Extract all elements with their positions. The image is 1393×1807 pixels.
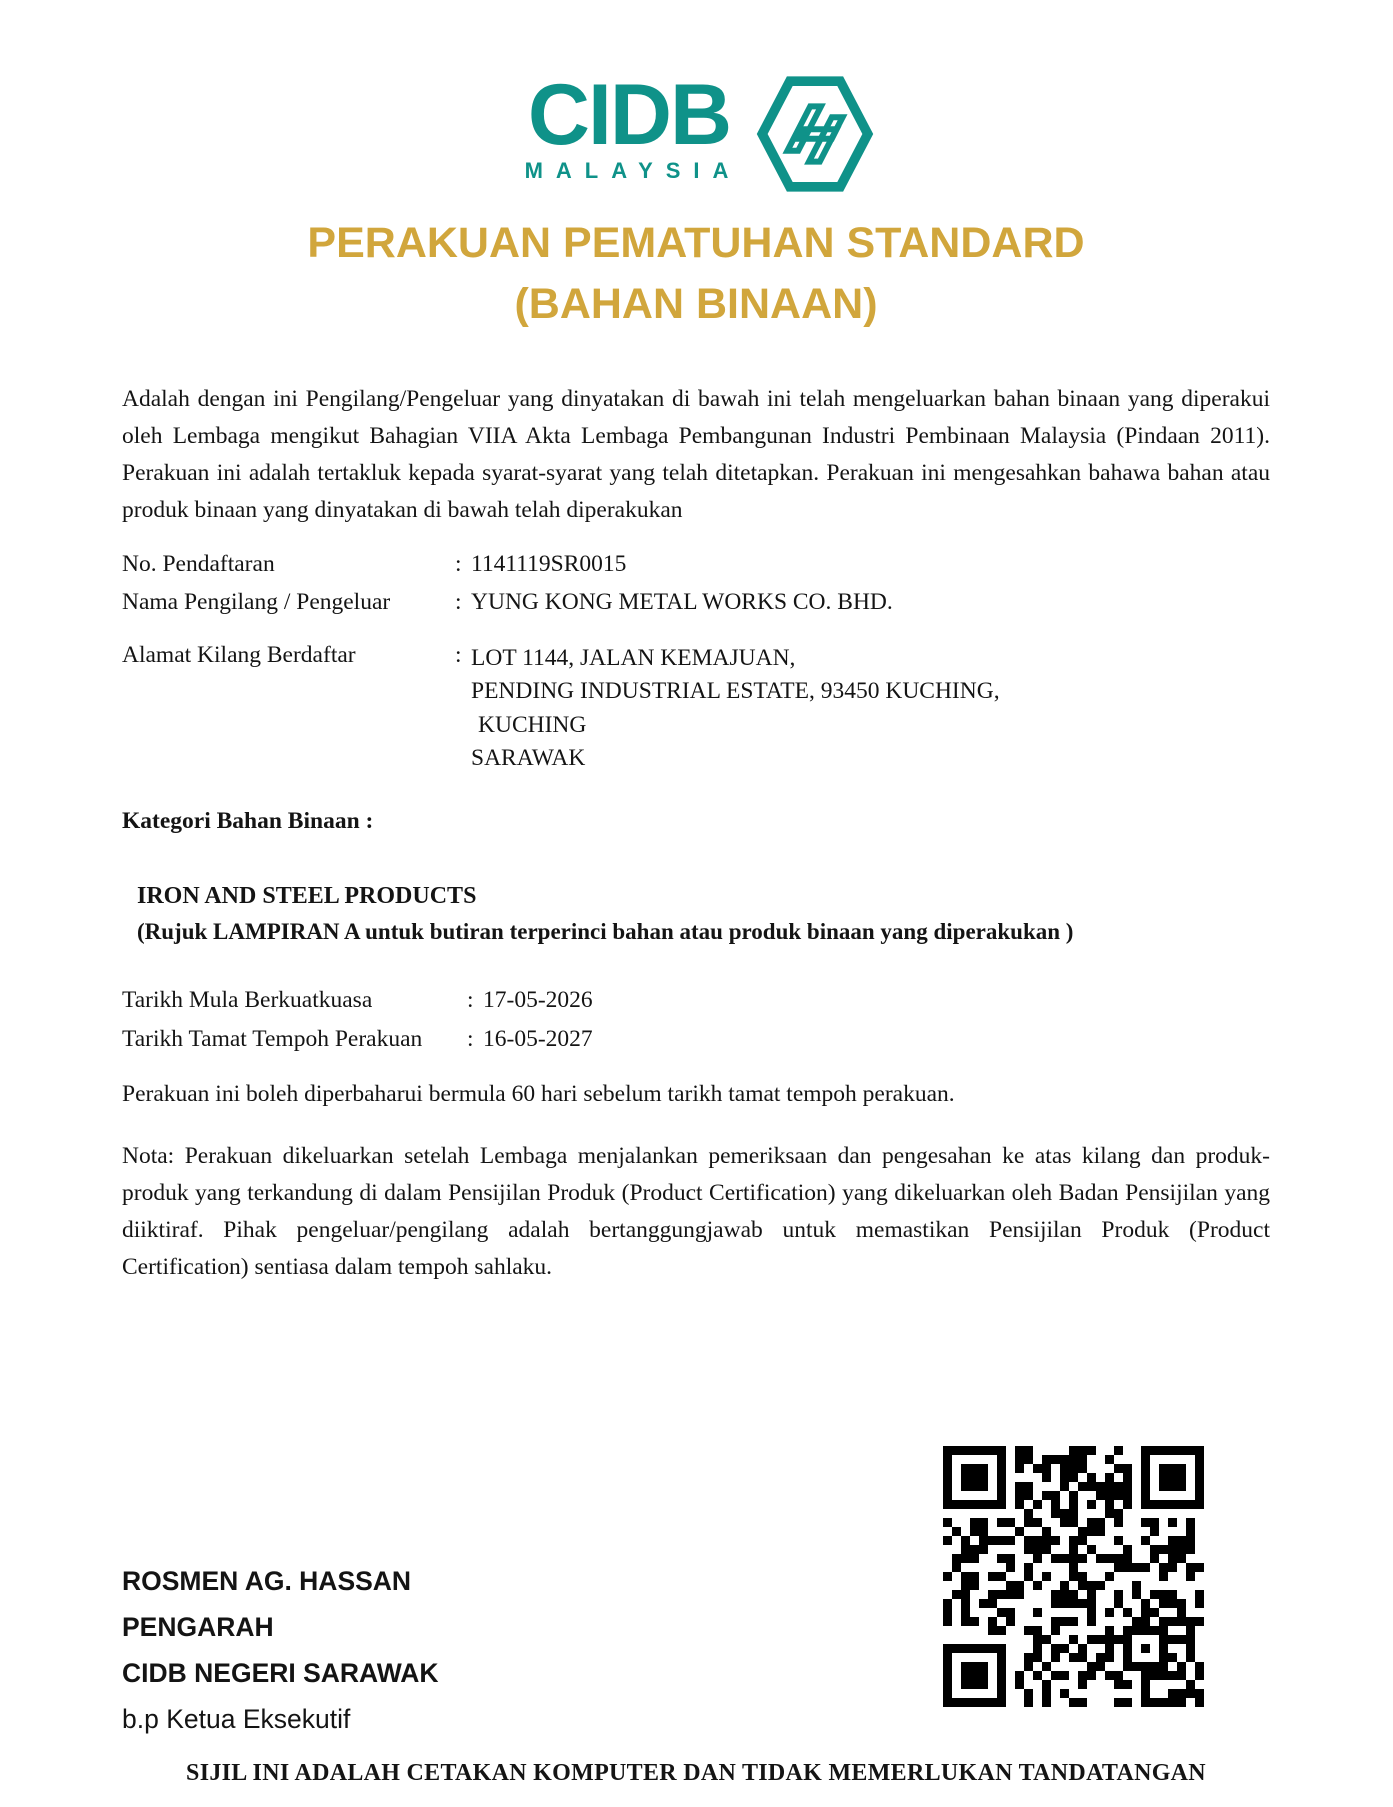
product-category-name: IRON AND STEEL PRODUCTS bbox=[137, 883, 477, 910]
cidb-logo bbox=[122, 0, 1270, 199]
document-title bbox=[122, 213, 1270, 335]
signatory-block bbox=[122, 1558, 439, 1742]
signatory-name: ROSMEN AG. HASSAN bbox=[122, 1565, 412, 1596]
renewal-statement: Perakuan ini boleh diperbaharui bermula 60 hari sebelum tarikh tamat tempoh perakuan. bbox=[122, 1081, 955, 1108]
factory-address-line4: SARAWAK bbox=[471, 745, 586, 772]
intro-paragraph: Adalah dengan ini Pengilang/Pengeluar yang dinyatakan di bawah ini telah mengeluarkan bahan binaan yang diperakui oleh Lembaga mengikut Bahagian VIIA Akta Lembaga Pembangunan Industri Pembinaan Malaysia (Pindaan 2011). Perakuan ini adalah tertakluk kepada syarat-syarat yang telah ditetapkan. Perakuan ini mengesahkan bahawa bahan atau produk binaan yang dinyatakan di bawah telah diperakukan bbox=[122, 386, 1270, 523]
manufacturer-name-label: Nama Pengilang / Pengeluar bbox=[122, 588, 391, 615]
nota-paragraph: Nota: Perakuan dikeluarkan setelah Lembaga menjalankan pemeriksaan dan pengesahan ke atas kilang dan produk-produk yang terkandung di dalam Pensijilan Produk (Product Certification) yang dikeluarkan oleh Badan Pensijilan yang diiktiraf. Pihak pengeluar/pengilang adalah bertanggungjawab untuk memastikan Pensijilan Produk (Product Certification) sentiasa dalam tempoh sahlaku. bbox=[122, 1143, 1270, 1280]
registration-number-row bbox=[122, 551, 1270, 578]
registration-number-value: 1141119SR0015 bbox=[471, 550, 627, 577]
validity-start-value: 17-05-2026 bbox=[483, 987, 593, 1014]
category-products bbox=[122, 883, 1270, 945]
cidb-wordmark-text: CIDB bbox=[527, 67, 731, 163]
qr-code bbox=[943, 1446, 1204, 1707]
registration-number-label: No. Pendaftaran bbox=[122, 550, 275, 577]
factory-address-line1: LOT 1144, JALAN KEMAJUAN, bbox=[471, 644, 796, 671]
registration-fields bbox=[122, 551, 1270, 776]
colon-separator: : bbox=[455, 550, 462, 577]
validity-end-label: Tarikh Tamat Tempoh Perakuan bbox=[122, 1026, 423, 1053]
cidb-hexagon-h-icon bbox=[755, 74, 875, 199]
colon-separator: : bbox=[455, 588, 462, 615]
product-category-note: (Rujuk LAMPIRAN A untuk butiran terperinci bahan atau produk binaan yang diperakukan ) bbox=[137, 919, 1074, 945]
category-heading: Kategori Bahan Binaan : bbox=[122, 808, 374, 835]
manufacturer-name-row bbox=[122, 589, 1270, 616]
signatory-on-behalf: b.p Ketua Eksekutif bbox=[122, 1703, 351, 1734]
computer-print-notice: SIJIL INI ADALAH CETAKAN KOMPUTER DAN TIDAK MEMERLUKAN TANDATANGAN bbox=[186, 1759, 1206, 1786]
colon-separator: : bbox=[467, 987, 474, 1014]
signatory-title: PENGARAH bbox=[122, 1611, 274, 1642]
colon-separator: : bbox=[455, 641, 462, 668]
factory-address-label: Alamat Kilang Berdaftar bbox=[122, 641, 356, 668]
document-title-line1: PERAKUAN PEMATUHAN STANDARD bbox=[307, 219, 1085, 267]
factory-address-line3: KUCHING bbox=[478, 711, 587, 738]
manufacturer-name-value: YUNG KONG METAL WORKS CO. BHD. bbox=[471, 588, 893, 615]
factory-address-row bbox=[122, 642, 1270, 776]
validity-end-value: 16-05-2027 bbox=[483, 1026, 593, 1053]
colon-separator: : bbox=[467, 1026, 474, 1053]
document-title-line2: (BAHAN BINAAN) bbox=[514, 280, 878, 329]
factory-address-value bbox=[471, 642, 1270, 776]
cidb-wordmark bbox=[517, 67, 742, 184]
validity-dates bbox=[122, 987, 1270, 1053]
validity-end-row bbox=[122, 1026, 1270, 1053]
signatory-office: CIDB NEGERI SARAWAK bbox=[122, 1657, 439, 1688]
signature-section bbox=[122, 1286, 1270, 1754]
factory-address-line2: PENDING INDUSTRIAL ESTATE, 93450 KUCHING, bbox=[471, 678, 1000, 705]
cidb-wordmark-malaysia: MALAYSIA bbox=[524, 158, 742, 184]
validity-start-row bbox=[122, 987, 1270, 1014]
validity-start-label: Tarikh Mula Berkuatkuasa bbox=[122, 987, 373, 1014]
